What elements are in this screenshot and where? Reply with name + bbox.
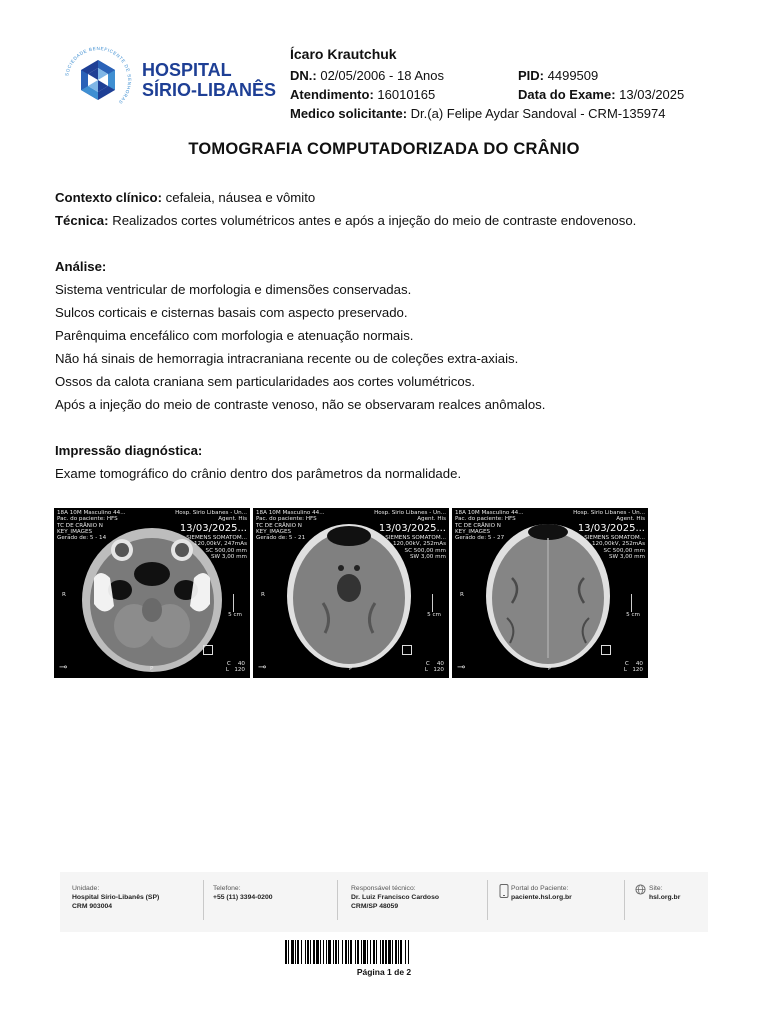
contexto-value: cefaleia, náusea e vômito — [165, 190, 316, 205]
ct-text: TC DE CRÂNIO N — [455, 522, 501, 529]
footer-value: CRM/SP 48059 — [351, 903, 399, 910]
ct-text: Hosp. Sirio Libanes - Un... — [573, 510, 645, 516]
report-body — [55, 186, 735, 485]
ct-image-2[interactable] — [253, 508, 449, 678]
ct-text: Gerado de: 5 - 21 — [256, 535, 306, 542]
footer-site — [649, 884, 680, 902]
footer-link[interactable]: paciente.hsl.org.br — [511, 894, 572, 901]
ct-overlay-left — [256, 510, 325, 541]
ct-overlay-right — [374, 510, 446, 523]
data-exame-row — [518, 87, 684, 102]
ct-text: 120 — [234, 667, 245, 674]
barcode-bar — [345, 940, 347, 964]
ct-window — [425, 661, 444, 674]
barcode-bar — [388, 940, 391, 964]
barcode-bar — [342, 940, 343, 964]
medico-row — [290, 106, 665, 121]
barcode-bar — [326, 940, 327, 964]
key-icon: ⊸ — [258, 662, 267, 673]
impressao-value: Exame tomográfico do crânio dentro dos parâmetros da normalidade. — [55, 466, 462, 481]
ct-scale: 5 cm — [427, 612, 441, 618]
barcode-bar — [363, 940, 366, 964]
ct-text: 120 — [632, 667, 643, 674]
barcode-bar — [408, 940, 409, 964]
footer-portal — [511, 884, 572, 902]
barcode-bar — [288, 940, 289, 964]
logo-ring-text: SOCIEDADE BENEFICENTE DE SENHORAS — [64, 45, 133, 106]
ct-date: 13/03/2025... — [179, 523, 247, 534]
barcode-bar — [328, 940, 331, 964]
ct-marker-box — [402, 645, 412, 655]
ct-scale: 5 cm — [626, 612, 640, 618]
ct-orient-p: P — [150, 666, 154, 672]
hospital-logo — [62, 44, 292, 114]
ct-text: SC 500,00 mm — [205, 547, 247, 554]
ct-orient-r: R — [261, 592, 265, 598]
footer-link[interactable]: hsl.org.br — [649, 894, 681, 901]
ct-text: Agent. His — [417, 516, 446, 523]
logo-line2: SÍRIO-LIBANÊS — [142, 80, 277, 100]
atendimento-row — [290, 87, 435, 102]
ct-text: KEY_IMAGES — [57, 528, 93, 535]
ct-text: 18A 10M Masculino 44... — [256, 510, 325, 516]
footer-telefone — [213, 884, 273, 902]
ct-image-1[interactable] — [54, 508, 250, 678]
ct-params — [385, 535, 446, 560]
ct-image-3[interactable] — [452, 508, 648, 678]
ct-text: 18A 10M Masculino 44... — [57, 510, 126, 516]
barcode-bar — [400, 940, 402, 964]
ct-text: 120,00kV, 252mAs — [591, 541, 645, 548]
barcode-bar — [323, 940, 324, 964]
ct-text: Pac. do paciente: HFS — [256, 516, 317, 523]
tecnica-line — [55, 209, 735, 232]
ct-text: KEY_IMAGES — [256, 528, 292, 535]
barcode-bar — [355, 940, 356, 964]
barcode-bar — [405, 940, 406, 964]
barcode-bar — [338, 940, 339, 964]
barcode-bar — [367, 940, 368, 964]
logo-emblem-icon — [62, 44, 134, 116]
tecnica-value: Realizados cortes volumétricos antes e após a injeção do meio de contraste endovenoso. — [112, 213, 637, 228]
footer-responsavel — [351, 884, 439, 911]
ct-text: 120,00kV, 247mAs — [193, 541, 247, 548]
barcode-bar — [285, 940, 287, 964]
dn-label: DN.: — [290, 68, 317, 83]
ct-date: 13/03/2025... — [378, 523, 446, 534]
barcode-bar — [348, 940, 349, 964]
medico-value: Dr.(a) Felipe Aydar Sandoval - CRM-135974 — [410, 106, 666, 121]
barcode-bar — [333, 940, 334, 964]
logo-line1: HOSPITAL — [142, 60, 232, 80]
ct-window — [226, 661, 245, 674]
pid-row — [518, 68, 598, 83]
ct-text: Hosp. Sirio Libanes - Un... — [374, 510, 446, 516]
barcode-bar — [361, 940, 362, 964]
ct-text: Agent. His — [218, 516, 247, 523]
ct-text: SIEMENS SOMATOM... — [584, 535, 645, 541]
footer-value: +55 (11) 3394-0200 — [213, 894, 273, 901]
key-icon: ⊸ — [59, 662, 68, 673]
ct-overlay-left — [455, 510, 524, 541]
ct-text: Gerado de: 5 - 27 — [455, 535, 505, 542]
ct-scale: 5 cm — [228, 612, 242, 618]
barcode-bar — [398, 940, 399, 964]
footer-label: Responsável técnico: — [351, 885, 416, 892]
ct-text: L — [424, 667, 428, 674]
barcode-bar — [291, 940, 294, 964]
ct-text: L — [225, 667, 229, 674]
ct-image-strip — [54, 508, 650, 678]
barcode-bar — [310, 940, 311, 964]
barcode — [285, 940, 481, 964]
barcode-bar — [316, 940, 319, 964]
ct-text: 40 — [635, 661, 643, 667]
ct-text: SC 500,00 mm — [603, 547, 645, 554]
impressao-label: Impressão diagnóstica: — [55, 443, 203, 458]
analise-line: Após a injeção do meio de contraste venoso, não se observaram realces anômalos. — [55, 397, 546, 412]
footer-value: Hospital Sírio-Libanês (SP) — [72, 894, 160, 901]
ct-text: SW 3,00 mm — [211, 553, 247, 560]
ct-text: 40 — [237, 661, 245, 667]
analise-label: Análise: — [55, 259, 107, 274]
logo-name — [142, 60, 276, 100]
page-number: Página 1 de 2 — [356, 967, 412, 977]
barcode-bar — [373, 940, 375, 964]
footer-label: Site: — [649, 885, 663, 892]
ct-text: Pac. do paciente: HFS — [57, 516, 118, 523]
ct-orient-p: P — [349, 666, 353, 672]
barcode-bar — [395, 940, 397, 964]
ct-text: KEY_IMAGES — [455, 528, 491, 535]
footer-value: CRM 903004 — [72, 903, 113, 910]
ct-orient-r: R — [460, 592, 464, 598]
barcode-bar — [376, 940, 377, 964]
ct-scale-bar — [432, 594, 433, 612]
ct-text: Agent. His — [616, 516, 645, 523]
ct-marker-box — [601, 645, 611, 655]
ct-orient-p: P — [548, 666, 552, 672]
footer-value: Dr. Luiz Francisco Cardoso — [351, 894, 440, 901]
ct-overlay-right — [573, 510, 645, 523]
ct-text: L — [623, 667, 627, 674]
ct-scale-bar — [631, 594, 632, 612]
pid-label: PID: — [518, 68, 544, 83]
ct-text: SIEMENS SOMATOM... — [186, 535, 247, 541]
barcode-bar — [307, 940, 309, 964]
barcode-bar — [357, 940, 359, 964]
phone-icon — [499, 884, 509, 898]
barcode-bar — [335, 940, 337, 964]
impressao-heading — [55, 439, 735, 462]
analise-heading — [55, 255, 735, 278]
ct-window — [624, 661, 643, 674]
ct-orient-r: R — [62, 592, 66, 598]
ct-text: SIEMENS SOMATOM... — [385, 535, 446, 541]
ct-overlay-left — [57, 510, 126, 541]
ct-text: 120,00kV, 252mAs — [392, 541, 446, 548]
globe-icon — [635, 884, 646, 895]
report-title: TOMOGRAFIA COMPUTADORIZADA DO CRÂNIO — [188, 140, 580, 158]
ct-text: 18A 10M Masculino 44... — [455, 510, 524, 516]
ct-text: TC DE CRÂNIO N — [256, 522, 302, 529]
ct-text: SC 500,00 mm — [404, 547, 446, 554]
contexto-label: Contexto clínico: — [55, 190, 162, 205]
barcode-bar — [385, 940, 387, 964]
ct-text: Hosp. Sirio Libanes - Un... — [175, 510, 247, 516]
barcode-bar — [382, 940, 384, 964]
ct-text: Pac. do paciente: HFS — [455, 516, 516, 523]
footer-label: Telefone: — [213, 885, 241, 892]
ct-text: C — [624, 661, 629, 667]
barcode-bar — [320, 940, 321, 964]
tecnica-label: Técnica: — [55, 213, 109, 228]
ct-text: C — [425, 661, 430, 667]
footer-unidade — [72, 884, 159, 911]
contexto-line — [55, 186, 735, 209]
ct-params — [584, 535, 645, 560]
data-exame-label: Data do Exame: — [518, 87, 616, 102]
analise-line: Sistema ventricular de morfologia e dimensões conservadas. — [55, 282, 412, 297]
ct-params — [186, 535, 247, 560]
atendimento-value: 16010165 — [377, 87, 436, 102]
barcode-bar — [380, 940, 381, 964]
ct-text: TC DE CRÂNIO N — [57, 522, 103, 529]
ct-marker-box — [203, 645, 213, 655]
footer-label: Unidade: — [72, 885, 100, 892]
pid-value: 4499509 — [547, 68, 599, 83]
barcode-bar — [295, 940, 296, 964]
barcode-bar — [297, 940, 299, 964]
ct-date: 13/03/2025... — [577, 523, 645, 534]
patient-name: Ícaro Krautchuk — [290, 46, 397, 62]
data-exame-value: 13/03/2025 — [619, 87, 685, 102]
ct-text: SW 3,00 mm — [410, 553, 446, 560]
medico-label: Medico solicitante: — [290, 106, 408, 121]
dn-value: 02/05/2006 - 18 Anos — [320, 68, 444, 83]
ct-text: 120 — [433, 667, 444, 674]
ct-text: 40 — [436, 661, 444, 667]
ct-overlay-right — [175, 510, 247, 523]
analise-line: Parênquima encefálico com morfologia e atenuação normais. — [55, 328, 414, 343]
barcode-bar — [305, 940, 306, 964]
barcode-bar — [350, 940, 352, 964]
dn-row — [290, 68, 444, 83]
analise-line: Não há sinais de hemorragia intracraniana recente ou de coleções extra-axiais. — [55, 351, 519, 366]
ct-text: Gerado de: 5 - 14 — [57, 535, 107, 542]
footer — [60, 872, 708, 932]
barcode-bar — [313, 940, 315, 964]
ct-scale-bar — [233, 594, 234, 612]
barcode-bar — [370, 940, 371, 964]
ct-text: C — [226, 661, 231, 667]
analise-line: Sulcos corticais e cisternas basais com aspecto preservado. — [55, 305, 408, 320]
atendimento-label: Atendimento: — [290, 87, 374, 102]
footer-label: Portal do Paciente: — [511, 885, 569, 892]
analise-line: Ossos da calota craniana sem particularidades aos cortes volumétricos. — [55, 374, 475, 389]
barcode-bar — [301, 940, 302, 964]
barcode-bar — [392, 940, 393, 964]
ct-text: SW 3,00 mm — [609, 553, 645, 560]
key-icon: ⊸ — [457, 662, 466, 673]
